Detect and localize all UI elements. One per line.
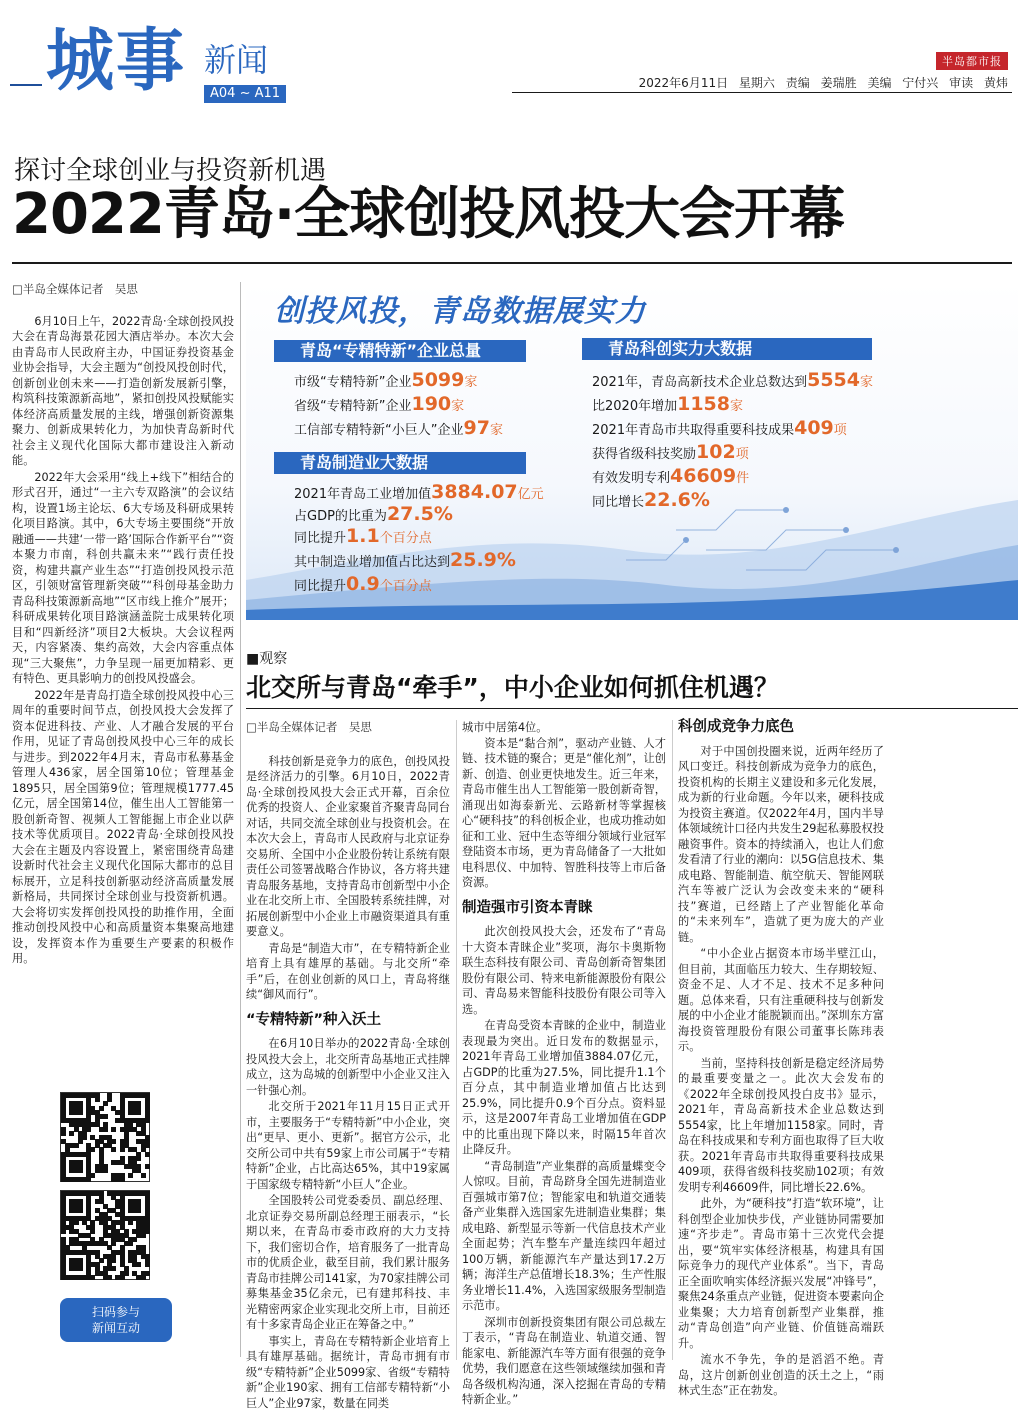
article-paragraph: 资本是“黏合剂”，驱动产业链、人才链、技术链的聚合；更是“催化剂”，让创新、创造、创业更快地发生。近三年来，青岛市催生出人工智能第一股创新奇智，涌现出如海泰新光、云路新材等掌握核心“硬科技”的科创板企业，也成功推动如征和工业、冠中生态等细分领域行业冠军登陆资本市场，更为青岛储备了一大批如电科思仪、中加特、智胜科技等上市后备资源。 (462, 736, 666, 891)
article-subheading: 科创成竞争力底色 (678, 720, 884, 736)
reviewer-name: 黄炜 (984, 76, 1008, 90)
stat-row: 其中制造业增加值占比达到25.9% (294, 550, 516, 573)
section-label-observation: ■观察 (246, 648, 287, 668)
headline-kicker: 探讨全球创业与投资新机遇 (14, 150, 326, 187)
scan-interact-button[interactable] (60, 1298, 172, 1342)
newspaper-logo: 半岛都市报 (936, 52, 1008, 70)
main-story-paragraph: 2022年大会采用“线上+线下”相结合的形式召开，通过“一主六专双路演”的会议结构，设置1场主论坛、6大专场及科研成果转化项目路演。其中，6大专场主要围绕“开放融通——共建‘一带一路’国际合作新平台”“资本聚力市南，科创共赢未来”“践行责任投资，构建共赢产业生态”“打造创投风投示范区，引领财富管理新突破”“科创母基金助力青岛科技策源新高地”“区市线上推介”展开；科研成果转化项目路演涵盖院士成果转化项目和“四新经济”项目2大板块。大会议程两天，内容紧凑、集约高效，大会内容重点体现“三大聚焦”，力争呈现一届更加精彩、更有特色、更具影响力的创投风投盛会。 (12, 470, 234, 687)
data-infographic (246, 282, 1018, 620)
reviewer-label: 审读 (949, 76, 973, 90)
article-paragraph: “中小企业占据资本市场半壁江山，但目前，其面临压力较大、生存期较短、资金不足、人才不足、技术不足多种问题。总体来看，只有注重硬科技与创新发展的中小企业才能脱颖而出。”深圳东方富海投资管理股份有限公司董事长陈玮表示。 (678, 946, 884, 1055)
article-paragraph: 深圳市创新投资集团有限公司总裁左丁表示，“青岛在制造业、轨道交通、智能家电、新能源汽车等方面有很强的竞争优势，我们愿意在这些领域继续加强和青岛各级机构沟通，深入挖掘在青岛的专精特新企业。” (462, 1315, 666, 1408)
stat-row: 同比增长22.6% (592, 490, 710, 513)
stat-row: 2021年青岛市共取得重要科技成果409项 (592, 418, 847, 441)
headline-rule (12, 262, 1012, 264)
article-paragraph: 在青岛受资本青睐的企业中，制造业表现最为突出。近日发布的数据显示，2021年青岛工业增加值3884.07亿元，占GDP的比重为27.5%，同比提升1.1个百分点，其中制造业增加值占比达到25.9%，同比提升0.9个百分点。资料显示，这是2007年青岛工业增加值在GDP中的比重出现下降以来，时隔15年首次止降反升。 (462, 1018, 666, 1158)
designer-name: 宁付兴 (902, 76, 938, 90)
article-paragraph: 当前，坚持科技创新是稳定经济局势的最重要变量之一。此次大会发布的《2022年全球创投风投白皮书》显示，2021年，青岛高新技术企业总数达到5554家，比上年增加1158家。同时，青岛在科技成果和专利方面也取得了巨大收获。2021年青岛市共取得重要科技成果409项，获得省级科技奖励102项；有效发明专利46609件，同比增长22.6%。 (678, 1056, 884, 1196)
article-paragraph: 在6月10日举办的2022青岛·全球创投风投大会上，北交所青岛基地正式挂牌成立，这为岛城的创新型中小企业又注入一针强心剂。 (246, 1036, 450, 1098)
stat-row: 工信部专精特新“小巨人”企业97家 (294, 418, 503, 441)
column-divider (240, 282, 241, 1357)
issue-meta (632, 74, 1008, 91)
observation-column-1 (246, 720, 450, 1360)
page-header (0, 0, 1024, 112)
qr-code[interactable] (60, 1092, 150, 1182)
main-story (12, 282, 234, 1062)
article-paragraph: 北交所于2021年11月15日正式开市，主要服务于“专精特新”中小企业，突出“更早、更小、更新”。据官方公示，北交所公司中共有59家上市公司属于“专精特新”企业，占比高达65%，其中19家属于国家级专精特新“小巨人”企业。 (246, 1099, 450, 1192)
article-paragraph: 全国股转公司党委委员、副总经理、北京证券交易所副总经理王丽表示，“长期以来，在青岛市委市政府的大力支持下，我们密切合作，培育服务了一批青岛市的优质企业，截至目前，我们累计服务青岛市挂牌公司141家，为70家挂牌公司募集基金35亿余元，已有建邦科技、丰光精密两家企业实现北交所上市，目前还有十多家青岛企业正在筹备之中。” (246, 1193, 450, 1333)
main-headline: 2022青岛·全球创投风投大会开幕 (12, 184, 844, 246)
article-paragraph: 青岛是“制造大市”，在专精特新企业培育上具有雄厚的基础。与北交所“牵手”后，在创业创新的风口上，青岛将继续“御风而行”。 (246, 941, 450, 1003)
stat-row: 获得省级科技奖励102项 (592, 442, 749, 465)
article-paragraph: 科技创新是竞争力的底色，创投风投是经济活力的引擎。6月10日，2022青岛·全球创投风投大会正式开幕，百余位优秀的投资人、企业家聚首齐聚青岛同台对话，共同交流全球创业与投资机会。在本次大会上，青岛市人民政府与北京证券交易所、全国中小企业股份转让系统有限责任公司签署战略合作协议，各方将共建青岛服务基地，支持青岛市创新型中小企业在北交所上市、全国股转系统挂牌，对拓展创新型中小企业上市融资渠道具有重要意义。 (246, 754, 450, 940)
stat-row: 市级“专精特新”企业5099家 (294, 370, 477, 393)
section-title: 城事 (46, 28, 186, 96)
observation-column-2 (462, 720, 666, 1360)
stat-row: 省级“专精特新”企业190家 (294, 394, 464, 417)
column-divider (672, 720, 673, 1360)
header-rule (10, 84, 42, 86)
header-divider (512, 92, 1012, 93)
article-paragraph: “青岛制造”产业集群的高质量蝶变令人惊叹。目前，青岛跻身全国先进制造业百强城市第7位；智能家电和轨道交通装备产业集群入选国家先进制造业集群；集成电路、新型显示等新一代信息技术产业全面起势；汽车整车产量连续四年超过100万辆，新能源汽车产量达到17.2万辆；海洋生产总值增长18.3%；生产性服务业增长11.4%，入选国家级服务型制造示范市。 (462, 1159, 666, 1314)
main-story-byline: □半岛全媒体记者 吴思 (12, 282, 234, 298)
observation-rule (246, 708, 1018, 709)
qr-code[interactable] (60, 1190, 150, 1280)
article-paragraph: 此外，为“硬科技”打造“软环境”，让科创型企业加快步伐，产业链协同需要加速“齐步走”。青岛市第十三次党代会提出，要“筑牢实体经济根基，构建具有国际竞争力的现代产业体系”。当下，青岛正全面吹响实体经济振兴发展“冲锋号”，聚焦24条重点产业链，促进资本要素向企业集聚；大力培育创新型产业集群，推动“青岛创造”向产业链、价值链高端跃升。 (678, 1196, 884, 1351)
stat-row: 有效发明专利46609件 (592, 466, 749, 489)
editor-label: 责编 (786, 76, 810, 90)
observation-byline: □半岛全媒体记者 吴思 (246, 720, 450, 736)
article-paragraph: 城市中居第4位。 (462, 720, 666, 736)
observation-headline: 北交所与青岛“牵手”，中小企业如何抓住机遇？ (246, 668, 779, 704)
article-paragraph: 流水不争先，争的是滔滔不绝。青岛，这片创新创业创造的沃土之上，“雨林式生态”正在勃发。 (678, 1352, 884, 1399)
observation-column-3 (678, 720, 884, 1360)
stat-row: 2021年青岛工业增加值3884.07亿元 (294, 482, 544, 505)
panel-tech-title: 青岛科创实力大数据 (582, 338, 872, 360)
main-story-paragraph: 2022年是青岛打造全球创投风投中心三周年的重要时间节点，创投风投大会发挥了资本促进科技、产业、人才融合发展的平台作用，见证了青岛创投风投中心三年的成长与进步。到2022年4月末，青岛市私募基金管理人436家，居全国第10位；管理基金1895只，居全国第9位；管理规模1777.45亿元，居全国第14位，催生出人工智能第一股创新奇智、视频人工智能掘上市企业以萨技术等优质项目。2022青岛·全球创投风投大会在主题及内容设置上，紧密围绕青岛建设新时代社会主义现代化国际大都市的总目标展开，立足科技创新驱动经济高质量发展新格局，共同探讨全球创业与投资新机遇。大会将切实发挥创投风投的助推作用，全面推动创投风投中心和高质量资本集聚高地建设，发挥资本作为重要生产要素的积极作用。 (12, 688, 234, 967)
article-paragraph: 对于中国创投圈来说，近两年经历了风口变迁。科技创新成为竞争力的底色，投资机构的长期主义建设和多元化发展，成为新的行业命题。今年以来，硬科技成为投资主赛道。仅2022年4月，国内半导体领域统计口径内共发生29起私募股权投融资事件。资本的持续涌入，也让人们愈发看清了行业的潮向：以5G信息技术、集成电路、智能制造、航空航天、智能网联汽车等被广泛认为会改变未来的“硬科技”赛道，已经踏上了产业智能化革命的“未来列车”，造就了更为庞大的产业链。 (678, 744, 884, 946)
section-subtitle: 新闻 (204, 44, 268, 76)
issue-weekday: 星期六 (739, 76, 775, 90)
editor-name: 姜瑞胜 (821, 76, 857, 90)
stat-row: 同比提升0.9个百分点 (294, 574, 432, 597)
panel-specialized-title: 青岛“专精特新”企业总量 (274, 340, 526, 362)
designer-label: 美编 (867, 76, 891, 90)
stat-row: 同比提升1.1个百分点 (294, 526, 432, 549)
page-range: A04 ~ A11 (204, 85, 286, 103)
stat-row: 比2020年增加1158家 (592, 394, 743, 417)
main-story-paragraph: 6月10日上午，2022青岛·全球创投风投大会在青岛海景花园大酒店举办。本次大会由青岛市人民政府主办，中国证券投资基金业协会指导，大会主题为“创投风投创时代，创新创业创未来——打造创新发展新引擎，构筑科技策源新高地”，紧扣创投风投赋能实体经济高质量发展的主线，增强创新资源集聚力、创新成果转化力，为加快青岛新时代社会主义现代化国际大都市建设注入新动能。 (12, 314, 234, 469)
scan-button-line1: 扫码参与 (60, 1304, 172, 1320)
article-subheading: “专精特新”种入沃土 (246, 1013, 450, 1029)
article-paragraph: 事实上，青岛在专精特新企业培育上具有雄厚基础。据统计，青岛市拥有市级“专精特新”企业5099家、省级“专精特新”企业190家、拥有工信部专精特新“小巨人”企业97家，数量在同类 (246, 1334, 450, 1411)
stat-row: 占GDP的比重为27.5% (294, 504, 453, 527)
article-paragraph: 此次创投风投大会，还发布了“青岛十大资本青睐企业”奖项，海尔卡奥斯物联生态科技有限公司、青岛创新奇智集团股份有限公司、特来电新能源股份有限公司、青岛易来智能科技股份有限公司等入选。 (462, 924, 666, 1017)
infographic-title: 创投风投，青岛数据展实力 (274, 286, 646, 330)
panel-manufacturing-title: 青岛制造业大数据 (274, 452, 526, 474)
column-divider (456, 720, 457, 1360)
scan-button-line2: 新闻互动 (60, 1320, 172, 1336)
article-subheading: 制造强市引资本青睐 (462, 901, 666, 917)
stat-row: 2021年，青岛高新技术企业总数达到5554家 (592, 370, 873, 393)
issue-date: 2022年6月11日 (639, 76, 728, 90)
